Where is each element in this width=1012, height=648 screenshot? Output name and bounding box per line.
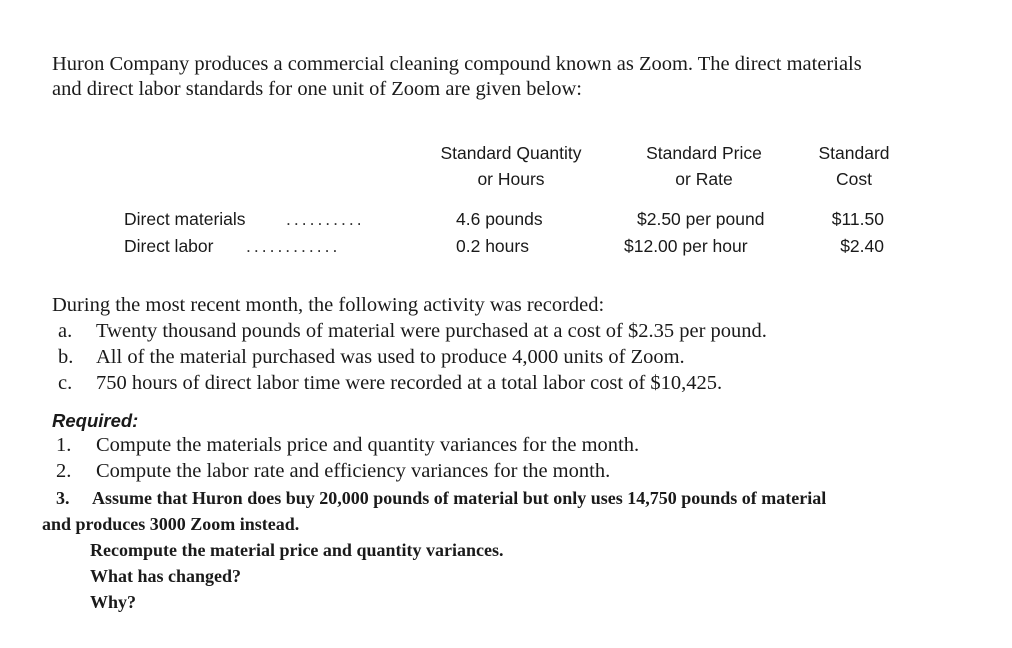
list-item-number: 1.	[56, 434, 72, 456]
activity-intro: During the most recent month, the following activity was recorded:	[52, 294, 605, 316]
header-standard-quantity: Standard Quantity or Hours	[440, 143, 582, 189]
table-row-price: $2.50 per pound	[637, 209, 765, 229]
table-row-leader-dots: ............	[246, 236, 341, 256]
list-item-text: Compute the labor rate and efficiency variances for the month.	[96, 460, 611, 482]
sub-question: Why?	[90, 592, 137, 612]
header-standard-price: Standard Price or Rate	[646, 143, 762, 189]
header-standard-cost: Standard Cost	[818, 143, 890, 189]
sub-question: Recompute the material price and quantity variances.	[90, 540, 504, 560]
intro-line-2: and direct labor standards for one unit of Zoom are given below:	[52, 78, 582, 100]
table-row-label: Direct materials	[124, 209, 246, 229]
table-row-cost: $11.50	[831, 209, 884, 229]
list-item-letter: c.	[58, 372, 73, 394]
list-item-letter: b.	[58, 346, 74, 368]
list-item-number: 2.	[56, 460, 72, 482]
list-item-letter: a.	[58, 320, 73, 342]
list-item-continuation: and produces 3000 Zoom instead.	[42, 514, 300, 534]
table-row-price: $12.00 per hour	[624, 236, 748, 256]
table-row-quantity: 4.6 pounds	[456, 209, 543, 229]
table-row-cost: $2.40	[840, 236, 884, 256]
list-item-text: Assume that Huron does buy 20,000 pounds of material but only uses 14,750 pounds of material	[92, 488, 827, 508]
list-item-number: 3.	[56, 488, 70, 508]
table-row-leader-dots: ..........	[286, 209, 365, 229]
list-item-text: All of the material purchased was used to produce 4,000 units of Zoom.	[96, 346, 685, 368]
list-item-text: Twenty thousand pounds of material were purchased at a cost of $2.35 per pound.	[96, 320, 767, 342]
list-item-text: 750 hours of direct labor time were recorded at a total labor cost of $10,425.	[96, 372, 723, 394]
table-row-quantity: 0.2 hours	[456, 236, 529, 256]
required-heading: Required:	[52, 410, 139, 431]
intro-paragraph	[52, 52, 982, 102]
table-row-label: Direct labor	[124, 236, 214, 256]
list-item-text: Compute the materials price and quantity variances for the month.	[96, 434, 640, 456]
intro-line-1: Huron Company produces a commercial cleaning compound known as Zoom. The direct materials	[52, 53, 862, 75]
sub-question: What has changed?	[90, 566, 242, 586]
